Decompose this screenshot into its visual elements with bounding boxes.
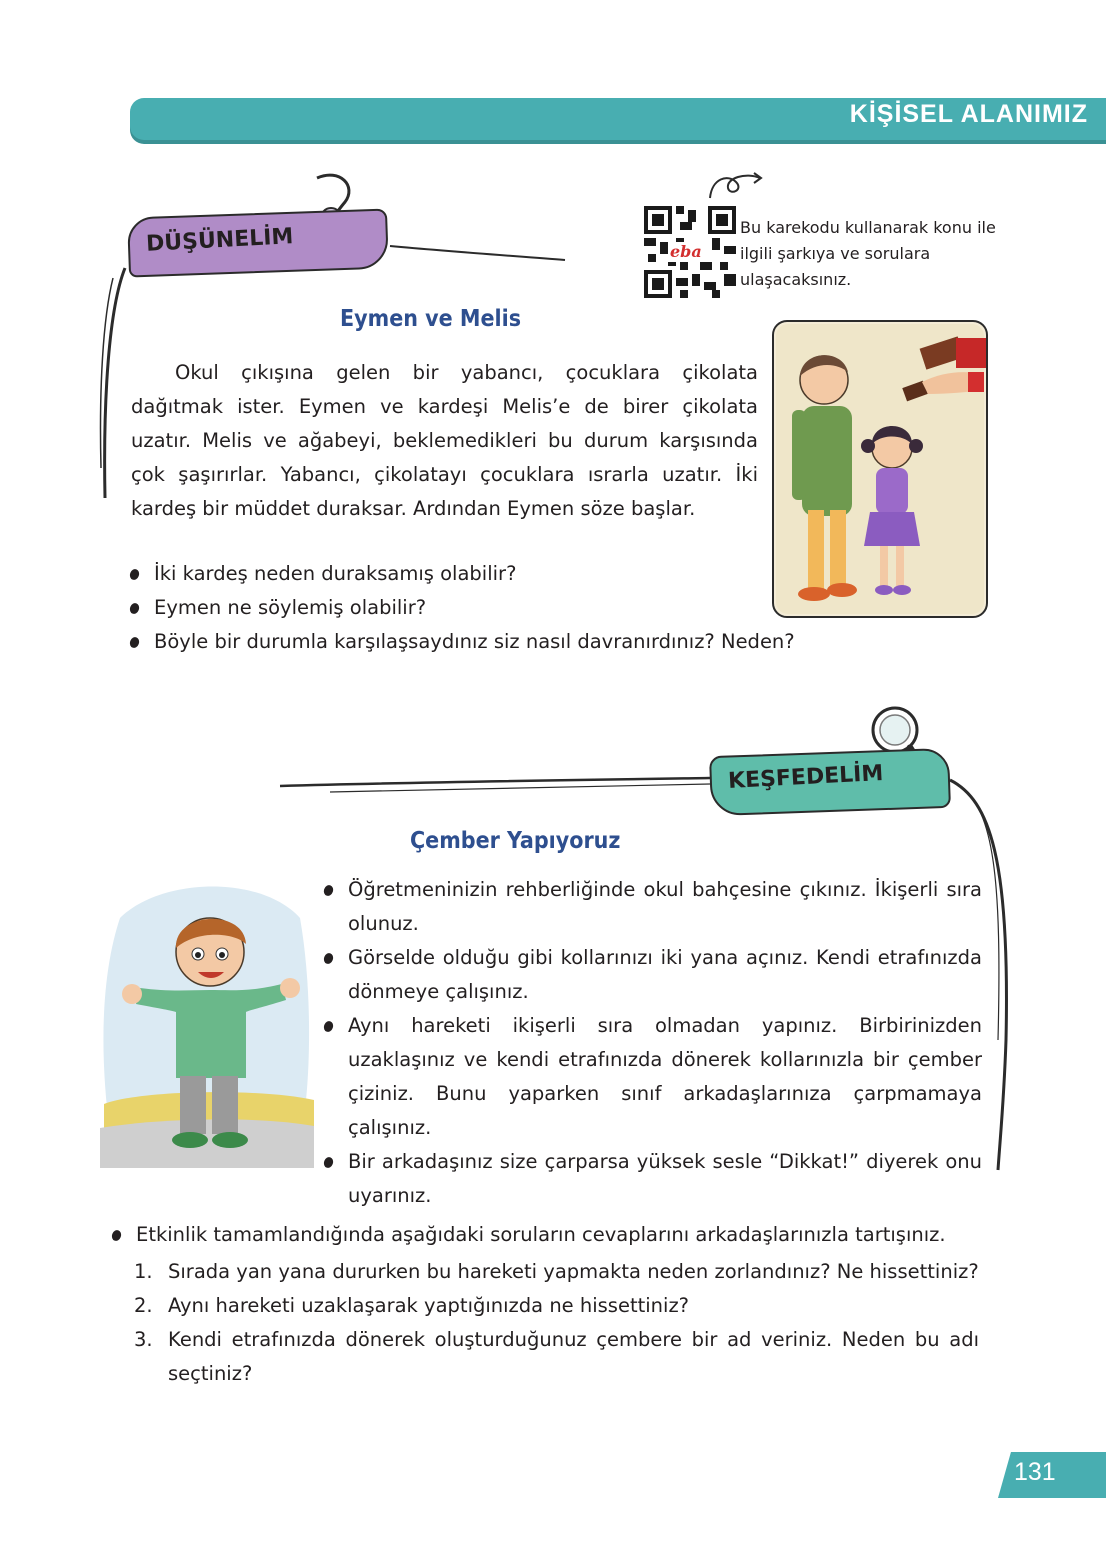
kesfedelim-badge-label: KEŞFEDELİM [727, 760, 884, 795]
curved-arrow-icon [706, 168, 766, 204]
list-item: Aynı hareketi ikişerli sıra olmadan yapınız. Birbirinizden uzaklaşınız ve kendi etrafınızda dönerek kollarınızla bir çember çiziniz. Bunu yaparken sınıf arkadaşlarınıza çarpmamaya çalışınız. [322, 1009, 982, 1145]
story-text: Okul çıkışına gelen bir yabancı, çocuklara çikolata dağıtmak ister. Eymen ve kardeşi Melis’e de birer çikolata uzatır. Melis ve ağabeyi, beklemedikleri bu durum karşısında çok şaşırırlar. Yabancı, çikolatayı çocuklara ısrarla uzatır. İki kardeş bir müddet duraksar. Ardından Eymen söze başlar. [131, 361, 758, 520]
story-title: Eymen ve Melis [340, 306, 522, 332]
story-paragraph [131, 356, 758, 526]
bullet-icon [110, 1229, 122, 1242]
list-item: Böyle bir durumla karşılaşsaydınız siz nasıl davranırdınız? Neden? [128, 625, 888, 659]
bullet-icon [322, 884, 334, 897]
qr-code[interactable] [644, 206, 736, 298]
bullet-icon [128, 568, 140, 581]
eba-logo: eba [670, 242, 702, 261]
page-number: 131 [1014, 1458, 1056, 1486]
dusunelim-badge-label: DÜŞÜNELİM [145, 224, 294, 257]
bullet-icon [322, 1156, 334, 1169]
numbered-item: 1. Sırada yan yana dururken bu hareketi yapmakta neden zorlandınız? Ne hissettiniz? [134, 1260, 979, 1283]
numbered-item: 3. Kendi etrafınızda dönerek oluşturduğunuz çembere bir ad veriniz. Neden bu adı seçtiniz? [134, 1328, 979, 1385]
list-item: Öğretmeninizin rehberliğinde okul bahçesine çıkınız. İkişerli sıra olunuz. [322, 873, 982, 941]
list-item: Eymen ne söylemiş olabilir? [128, 591, 888, 625]
bullet-icon [128, 602, 140, 615]
activity-title: Çember Yapıyoruz [410, 828, 621, 854]
list-item: Etkinlik tamamlandığında aşağıdaki soruların cevaplarını arkadaşlarınızla tartışınız. [110, 1218, 980, 1252]
list-item: İki kardeş neden duraksamış olabilir? [128, 557, 888, 591]
discussion-questions [128, 557, 888, 659]
chapter-title: KİŞİSEL ALANIMIZ [849, 100, 1088, 128]
boy-illustration [100, 878, 314, 1168]
bullet-icon [322, 1020, 334, 1033]
bullet-icon [322, 952, 334, 965]
qr-instruction: Bu karekodu kullanarak konu ile ilgili şarkıya ve sorulara ulaşacaksınız. [740, 218, 996, 289]
numbered-item: 2. Aynı hareketi uzaklaşarak yaptığınızda ne hissettiniz? [134, 1294, 690, 1317]
activity-instructions [322, 873, 982, 1213]
bullet-icon [128, 636, 140, 649]
list-item: Bir arkadaşınız size çarparsa yüksek sesle “Dikkat!” diyerek onu uyarınız. [322, 1145, 982, 1213]
list-item: Görselde olduğu gibi kollarınızı iki yana açınız. Kendi etrafınızda dönmeye çalışınız. [322, 941, 982, 1009]
numbered-questions [134, 1255, 979, 1391]
final-instruction [110, 1218, 980, 1252]
